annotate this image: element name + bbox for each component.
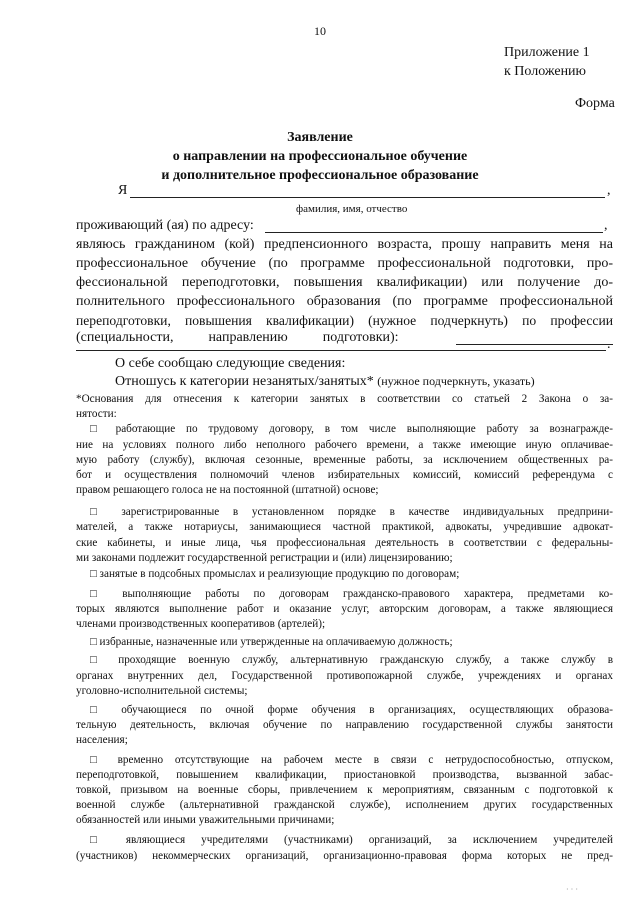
form-label: Форма [575,96,615,111]
category-item: членами производственных кооперативов (артелей); [76,618,326,630]
address-field-comma: , [604,218,608,233]
profession-field-line[interactable] [456,344,613,345]
request-line: переподготовки, повышения квалификации) (нужное подчеркнуть) по профессии [76,313,613,328]
category-item: □ занятые в подсобных промыслах и реализующие продукцию по договорам; [90,568,460,580]
footnote-line: нятости: [76,408,117,420]
appendix-line-2: к Положению [504,64,587,79]
category-statement-text: Отношусь к категории незанятых/занятых* [115,374,374,389]
category-item: □ избранные, назначенные или утвержденные на оплачиваемую должность; [90,636,453,648]
category-item: тельную деятельность, включая обучение по направлению государственной службы занятости [76,719,613,731]
category-item: □ зарегистрированные в установленном порядке в качестве индивидуальных предприни- [90,506,613,518]
category-item: □ проходящие военную службу, альтернативную гражданскую службу, а также службу в [90,654,613,666]
category-item: □ временно отсутствующие на рабочем месте в связи с нетрудоспособностью, отпуском, [90,754,613,766]
document-subtitle-1: о направлении на профессиональное обучение [172,149,468,164]
category-item: ские кабинеты, и иные лица, чья профессиональная деятельность в соответствии с федеральны- [76,537,613,549]
applicant-i-label: Я [118,183,128,198]
category-item: ние на условиях полного либо неполного рабочего времени, а также имеющие иную оплачивае- [76,439,613,451]
category-item: торых являются выполнение работ и оказание услуг, авторским договорам, а также являющиеся [76,603,613,615]
category-statement-note: (нужное подчеркнуть, указать) [377,374,535,388]
appendix-line-1: Приложение 1 [504,45,590,60]
category-item: переподготовкой, повышением квалификации, приостановкой производства, вызванной забас- [76,769,613,781]
corner-mark: · · · [566,885,578,894]
name-field-comma: , [607,183,611,198]
category-item: □ являющиеся учредителями (участниками) организаций, за исключением учредителей [90,834,613,846]
category-statement [115,374,535,390]
request-line: полнительного профессионального образования (по программе профессиональной [76,294,613,309]
about-heading: О себе сообщаю следующие сведения: [115,356,346,371]
category-item: населения; [76,734,128,746]
category-item: мую работу (службу), включая сезонные, временные работы, за исключением общественных ра- [76,454,613,466]
request-line: профессиональное обучение (по программе профессиональной подготовки, про- [76,256,613,271]
profession-field-line-2[interactable] [76,350,606,351]
document-title: Заявление [287,130,353,145]
page-number: 10 [314,24,326,38]
name-field-line[interactable] [130,197,605,198]
category-item: мателей, а также нотариусы, занимающиеся частной практикой, адвокаты, учредившие адвокат- [76,521,613,533]
category-item: ми законами подлежит государственной регистрации и (или) лицензированию; [76,552,453,564]
category-item: военной службе (альтернативной гражданской службе), исполнением других государственных [76,799,613,811]
footnote-line: *Основания для отнесения к категории занятых в соответствии со статьей 2 Закона о за- [76,393,613,405]
name-field-caption: фамилия, имя, отчество [296,203,408,215]
category-item: □ обучающиеся по очной форме обучения в организациях, осуществляющих образова- [90,704,613,716]
document-subtitle-2: и дополнительное профессиональное образование [161,168,479,183]
category-item: органах внутренних дел, Государственной противопожарной службе, учреждениях и органах [76,670,613,682]
category-item: товкой, призывом на военные сборы, привлечением к мероприятиям, связанным с подготовкой к [76,784,613,796]
category-item: уголовно-исполнительной системы; [76,685,248,697]
category-item: обязанностей или иными уважительными причинами; [76,814,335,826]
category-item: (участников) некоммерческих организаций, организационно-правовая форма которых не пред- [76,850,613,862]
address-label: проживающий (ая) по адресу: [76,218,254,233]
appendix-heading [504,43,590,81]
address-field-line[interactable] [265,232,603,233]
request-line: являюсь гражданином (кой) предпенсионного возраста, прошу направить меня на [76,237,613,252]
request-line: фессиональной переподготовки, повышения квалификации) или получение до- [76,275,613,290]
category-item: □ выполняющие работы по договорам гражданско-правового характера, предметами ко- [90,588,613,600]
request-line: (специальности, направлению подготовки): [76,330,399,345]
category-item: □ работающие по трудовому договору, в том числе выполняющие работу за вознагражде- [90,423,613,435]
category-item: правом решающего голоса не на постоянной (штатной) основе; [76,484,379,496]
category-item: бот и осуществления полномочий членов избирательных комиссий, комиссий референдума с [76,469,613,481]
profession-field-period: . [607,337,611,352]
